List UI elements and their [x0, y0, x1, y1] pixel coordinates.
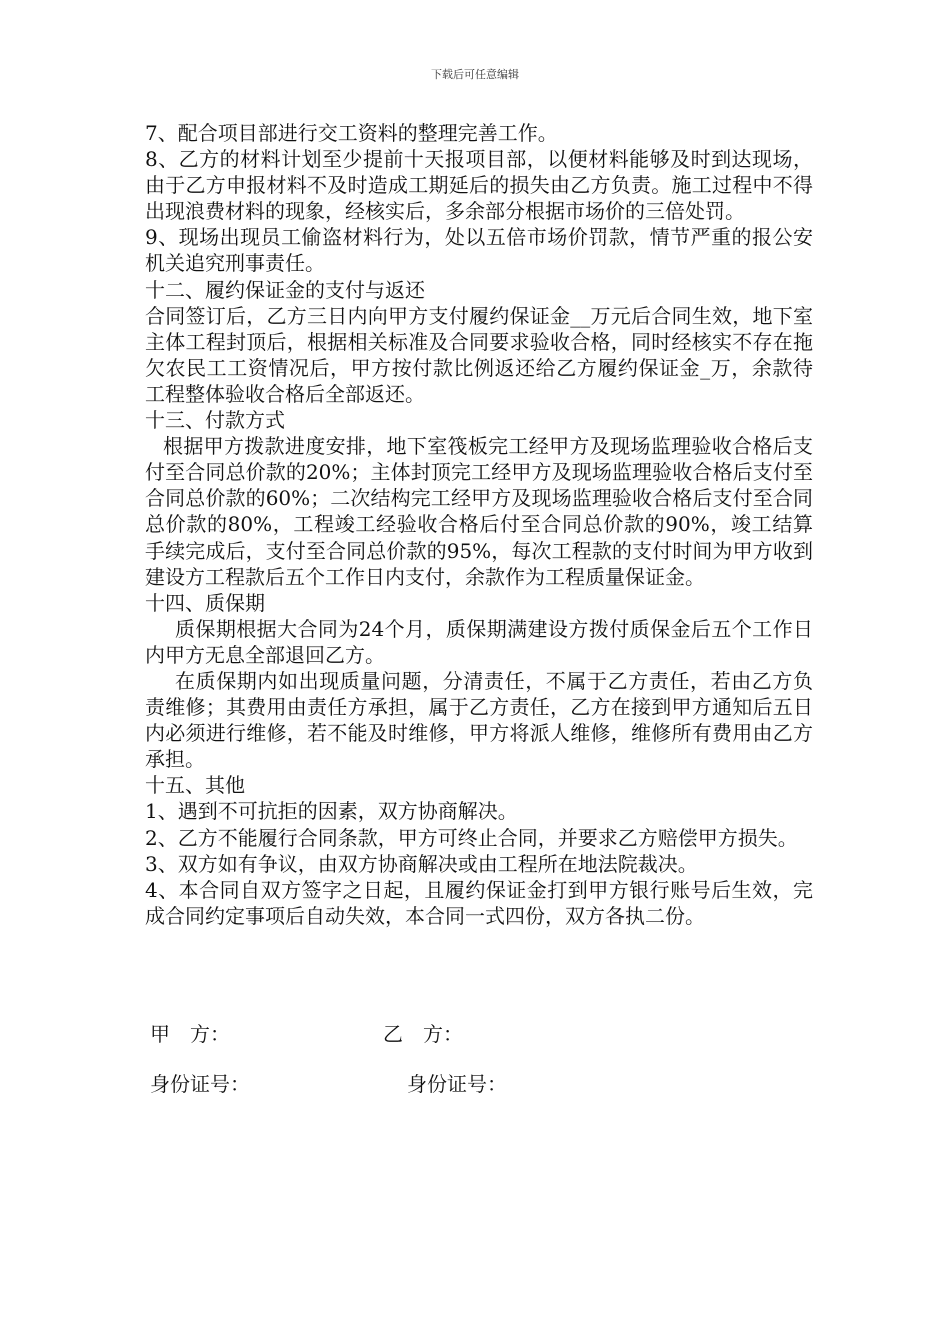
page-header: 下载后可任意编辑	[431, 68, 519, 81]
clause-9: 9、现场出现员工偷盗材料行为，处以五倍市场价罚款，情节严重的报公安机关追究刑事责任。	[145, 225, 813, 276]
party-b-id-label: 身份证号：	[407, 1072, 507, 1096]
section-14-body-1: 质保期根据大合同为24个月，质保期满建设方拨付质保金后五个工作日内甲方无息全部退回乙方。	[145, 616, 813, 667]
section-15-item-4: 4、本合同自双方签字之日起，且履约保证金打到甲方银行账号后生效，完成合同约定事项后自动失效，本合同一式四份，双方各执二份。	[145, 877, 813, 928]
contract-body	[145, 120, 813, 929]
section-15-item-3: 3、双方如有争议，由双方协商解决或由工程所在地法院裁决。	[145, 851, 698, 876]
section-13-body: 根据甲方拨款进度安排，地下室筏板完工经甲方及现场监理验收合格后支付至合同总价款的20%；主体封顶完工经甲方及现场监理验收合格后支付至合同总价款的60%；二次结构完工经甲方及现场监理验收合格后支付至合同总价款的80%，工程竣工经验收合格后付至合同总价款的90%，竣工结算手续完成后，支付至合同总价款的95%，每次工程款的支付时间为甲方收到建设方工程款后五个工作日内支付，余款作为工程质量保证金。	[145, 434, 813, 589]
section-12-body: 合同签订后，乙方三日内向甲方支付履约保证金__万元后合同生效，地下室主体工程封顶后，根据相关标准及合同要求验收合格，同时经核实不存在拖欠农民工工资情况后，甲方按付款比例返还给乙方履约保证金_万，余款待工程整体验收合格后全部返还。	[145, 303, 813, 406]
section-15-item-2: 2、乙方不能履行合同条款，甲方可终止合同，并要求乙方赔偿甲方损失。	[145, 825, 798, 850]
clause-7: 7、配合项目部进行交工资料的整理完善工作。	[145, 121, 558, 145]
section-12-heading: 十二、履约保证金的支付与返还	[145, 277, 425, 302]
section-14-heading: 十四、质保期	[145, 590, 265, 615]
section-15-heading: 十五、其他	[145, 773, 245, 798]
party-b-label: 乙 方：	[383, 1022, 463, 1046]
section-13-heading: 十三、付款方式	[145, 408, 285, 433]
party-a-label: 甲 方：	[150, 1022, 230, 1046]
section-15-item-1: 1、遇到不可抗拒的因素，双方协商解决。	[145, 799, 518, 824]
party-a-id-label: 身份证号：	[150, 1072, 250, 1096]
clause-8: 8、乙方的材料计划至少提前十天报项目部，以便材料能够及时到达现场，由于乙方申报材料不及时造成工期延后的损失由乙方负责。施工过程中不得出现浪费材料的现象，经核实后，多余部分根据市场价的三倍处罚。	[145, 147, 813, 224]
section-14-body-2: 在质保期内如出现质量问题，分清责任，不属于乙方责任，若由乙方负责维修；其费用由责任方承担，属于乙方责任，乙方在接到甲方通知后五日内必须进行维修，若不能及时维修，甲方将派人维修，维修所有费用由乙方承担。	[145, 668, 813, 772]
